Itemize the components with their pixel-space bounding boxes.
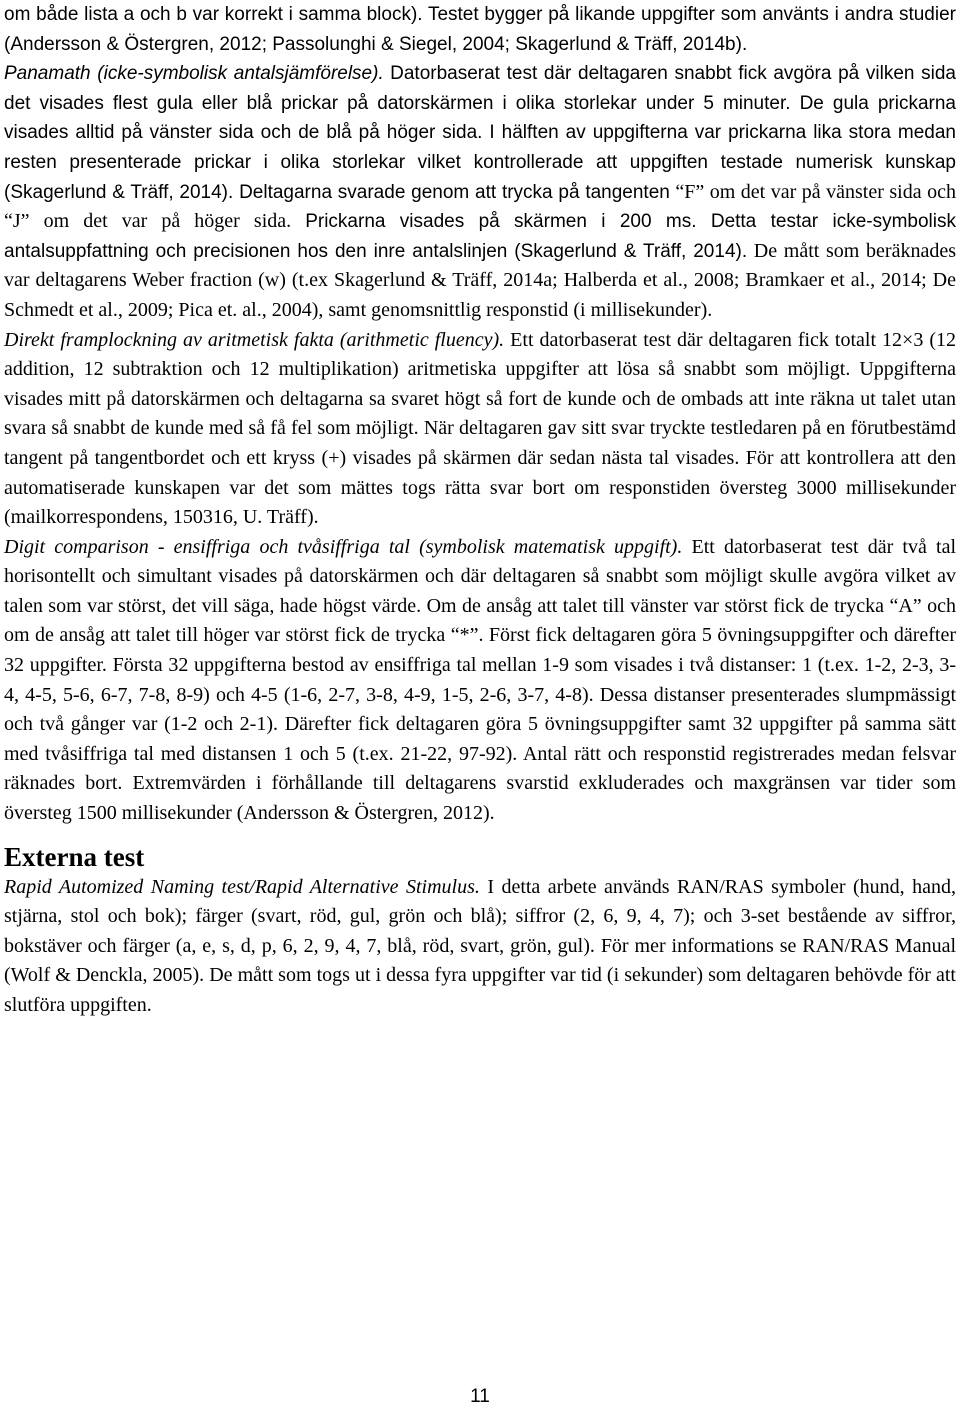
ran-ras-paragraph bbox=[4, 873, 956, 1021]
fluency-text: Ett datorbaserat test där deltagaren fick totalt 12×3 (12 addition, 12 subtraktion och 12 multiplikation) aritmetiska uppgifter att lösa så snabbt som möjligt. Uppgifterna visades mitt på datorskärmen och deltagarna sa svaret högt så fort de kunde och de ombads att inte räkna ut talet utan svara så snabbt de kunde med så få fel som möjligt. När deltagaren gav sitt svar tryckte testledaren på en förutbestämd tangent på tangentbordet och ett kryss (+) visades på skärmen där sedan nästa tal visades. För att kontrollera att den automatiserade kunskapen var det som mättes togs rätta svar bort om responstiden översteg 3000 millisekunder (mailkorrespondens, 150316, U. Träff). bbox=[4, 328, 956, 529]
ran-ras-title: Rapid Automized Naming test/Rapid Alternative Stimulus. bbox=[4, 875, 480, 898]
page-number: 11 bbox=[470, 1386, 490, 1407]
panamath-text-part1: Datorbaserat test där deltagaren snabbt fick avgöra på vilken sida det visades flest gula eller blå prickar på datorskärmen i olika storlekar under 5 minuter. De gula prickarna visades alltid på vänster sida och de blå på höger sida. I hälften av uppgifterna var prickarna lika stora medan resten presenterade prickar i olika storlekar vilket kontrollerade att uppgiften testade numerisk kunskap (Skagerlund & Träff, 2014). Deltagarna svarade genom att trycka på tangenten bbox=[4, 63, 957, 203]
fluency-paragraph bbox=[4, 326, 956, 533]
panamath-text-part3: Prickarna visades på skärmen i 200 ms. Detta testar icke-symbolisk antalsuppfattning och precisionen hos den inre antalslinjen (Skagerlund & Träff, 2014). bbox=[4, 211, 956, 262]
ran-ras-text: I detta arbete används RAN/RAS symboler (hund, hand, stjärna, stol och bok); färger (svart, röd, gul, grön och blå); siffror (2, 6, 9, 4, 7); och 3-set bestående av siffror, bokstäver och färger (a, e, s, d, p, 6, 2, 9, 4, 7, blå, röd, svart, grön, gul). För mer informations se RAN/RAS Manual (Wolf & Denckla, 2005). De mått som togs ut i dessa fyra uppgifter var tid (i sekunder) som deltagaren behövde för att slutföra uppgiften. bbox=[4, 875, 957, 1016]
document-page bbox=[4, 0, 956, 1021]
panamath-text-part4: De mått som beräknades var deltagarens Weber fraction (w) (t.ex Skagerlund & Träff, 2014a; Halberda et al., 2008; Bramkaer et al., 2014; De Schmedt et al., 2009; Pica et. al., 2004), samt genomsnittlig responstid (i millisekunder). bbox=[4, 239, 956, 321]
fluency-title: Direkt framplockning av aritmetisk fakta (arithmetic fluency). bbox=[4, 328, 505, 351]
digit-comparison-text: Ett datorbaserat test där två tal horisontellt och simultant visades på datorskärmen och där deltagaren så snabbt som möjligt skulle avgöra vilket av talen som var störst, det vill säga, hade högst värde. Om de ansåg att talet till vänster var störst fick de trycka “A” och om de ansåg att talet till höger var störst fick de trycka “*”. Först fick deltagaren göra 5 övningsuppgifter och därefter 32 uppgifter. Första 32 uppgifterna bestod av ensiffriga tal mellan 1-9 som visades i två distanser: 1 (t.ex. 1-2, 2-3, 3-4, 4-5, 5-6, 6-7, 7-8, 8-9) och 4-5 (1-6, 2-7, 3-8, 4-9, 1-5, 2-6, 3-7, 4-8). Dessa distanser presenterades slumpmässigt och två gånger var (1-2 och 2-1). Därefter fick deltagaren göra 5 övningsuppgifter samt 32 uppgifter på samma sätt med tvåsiffriga tal med distansen 1 och 5 (t.ex. 21-22, 97-92). Antal rätt och responstid registrerades medan felsvar räknades bort. Extremvärden i förhållande till deltagarens svarstid exkluderades och maxgränsen var tider som översteg 1500 millisekunder (Andersson & Östergren, 2012). bbox=[4, 535, 956, 825]
section-heading-externa-test: Externa test bbox=[4, 841, 145, 872]
panamath-title: Panamath (icke-symbolisk antalsjämförelse). bbox=[4, 63, 384, 85]
panamath-paragraph bbox=[4, 59, 956, 325]
digit-comparison-title: Digit comparison - ensiffriga och tvåsiffriga tal (symbolisk matematisk uppgift). bbox=[4, 535, 683, 558]
intro-paragraph bbox=[4, 0, 956, 59]
digit-comparison-paragraph bbox=[4, 533, 956, 829]
panamath-text-part2: “F” om det var på vänster sida och “J” om det var på höger sida. bbox=[4, 180, 956, 233]
intro-text: om både lista a och b var korrekt i samma block). Testet bygger på likande uppgifter som använts i andra studier (Andersson & Östergren, 2012; Passolunghi & Siegel, 2004; Skagerlund & Träff, 2014b). bbox=[4, 4, 956, 55]
